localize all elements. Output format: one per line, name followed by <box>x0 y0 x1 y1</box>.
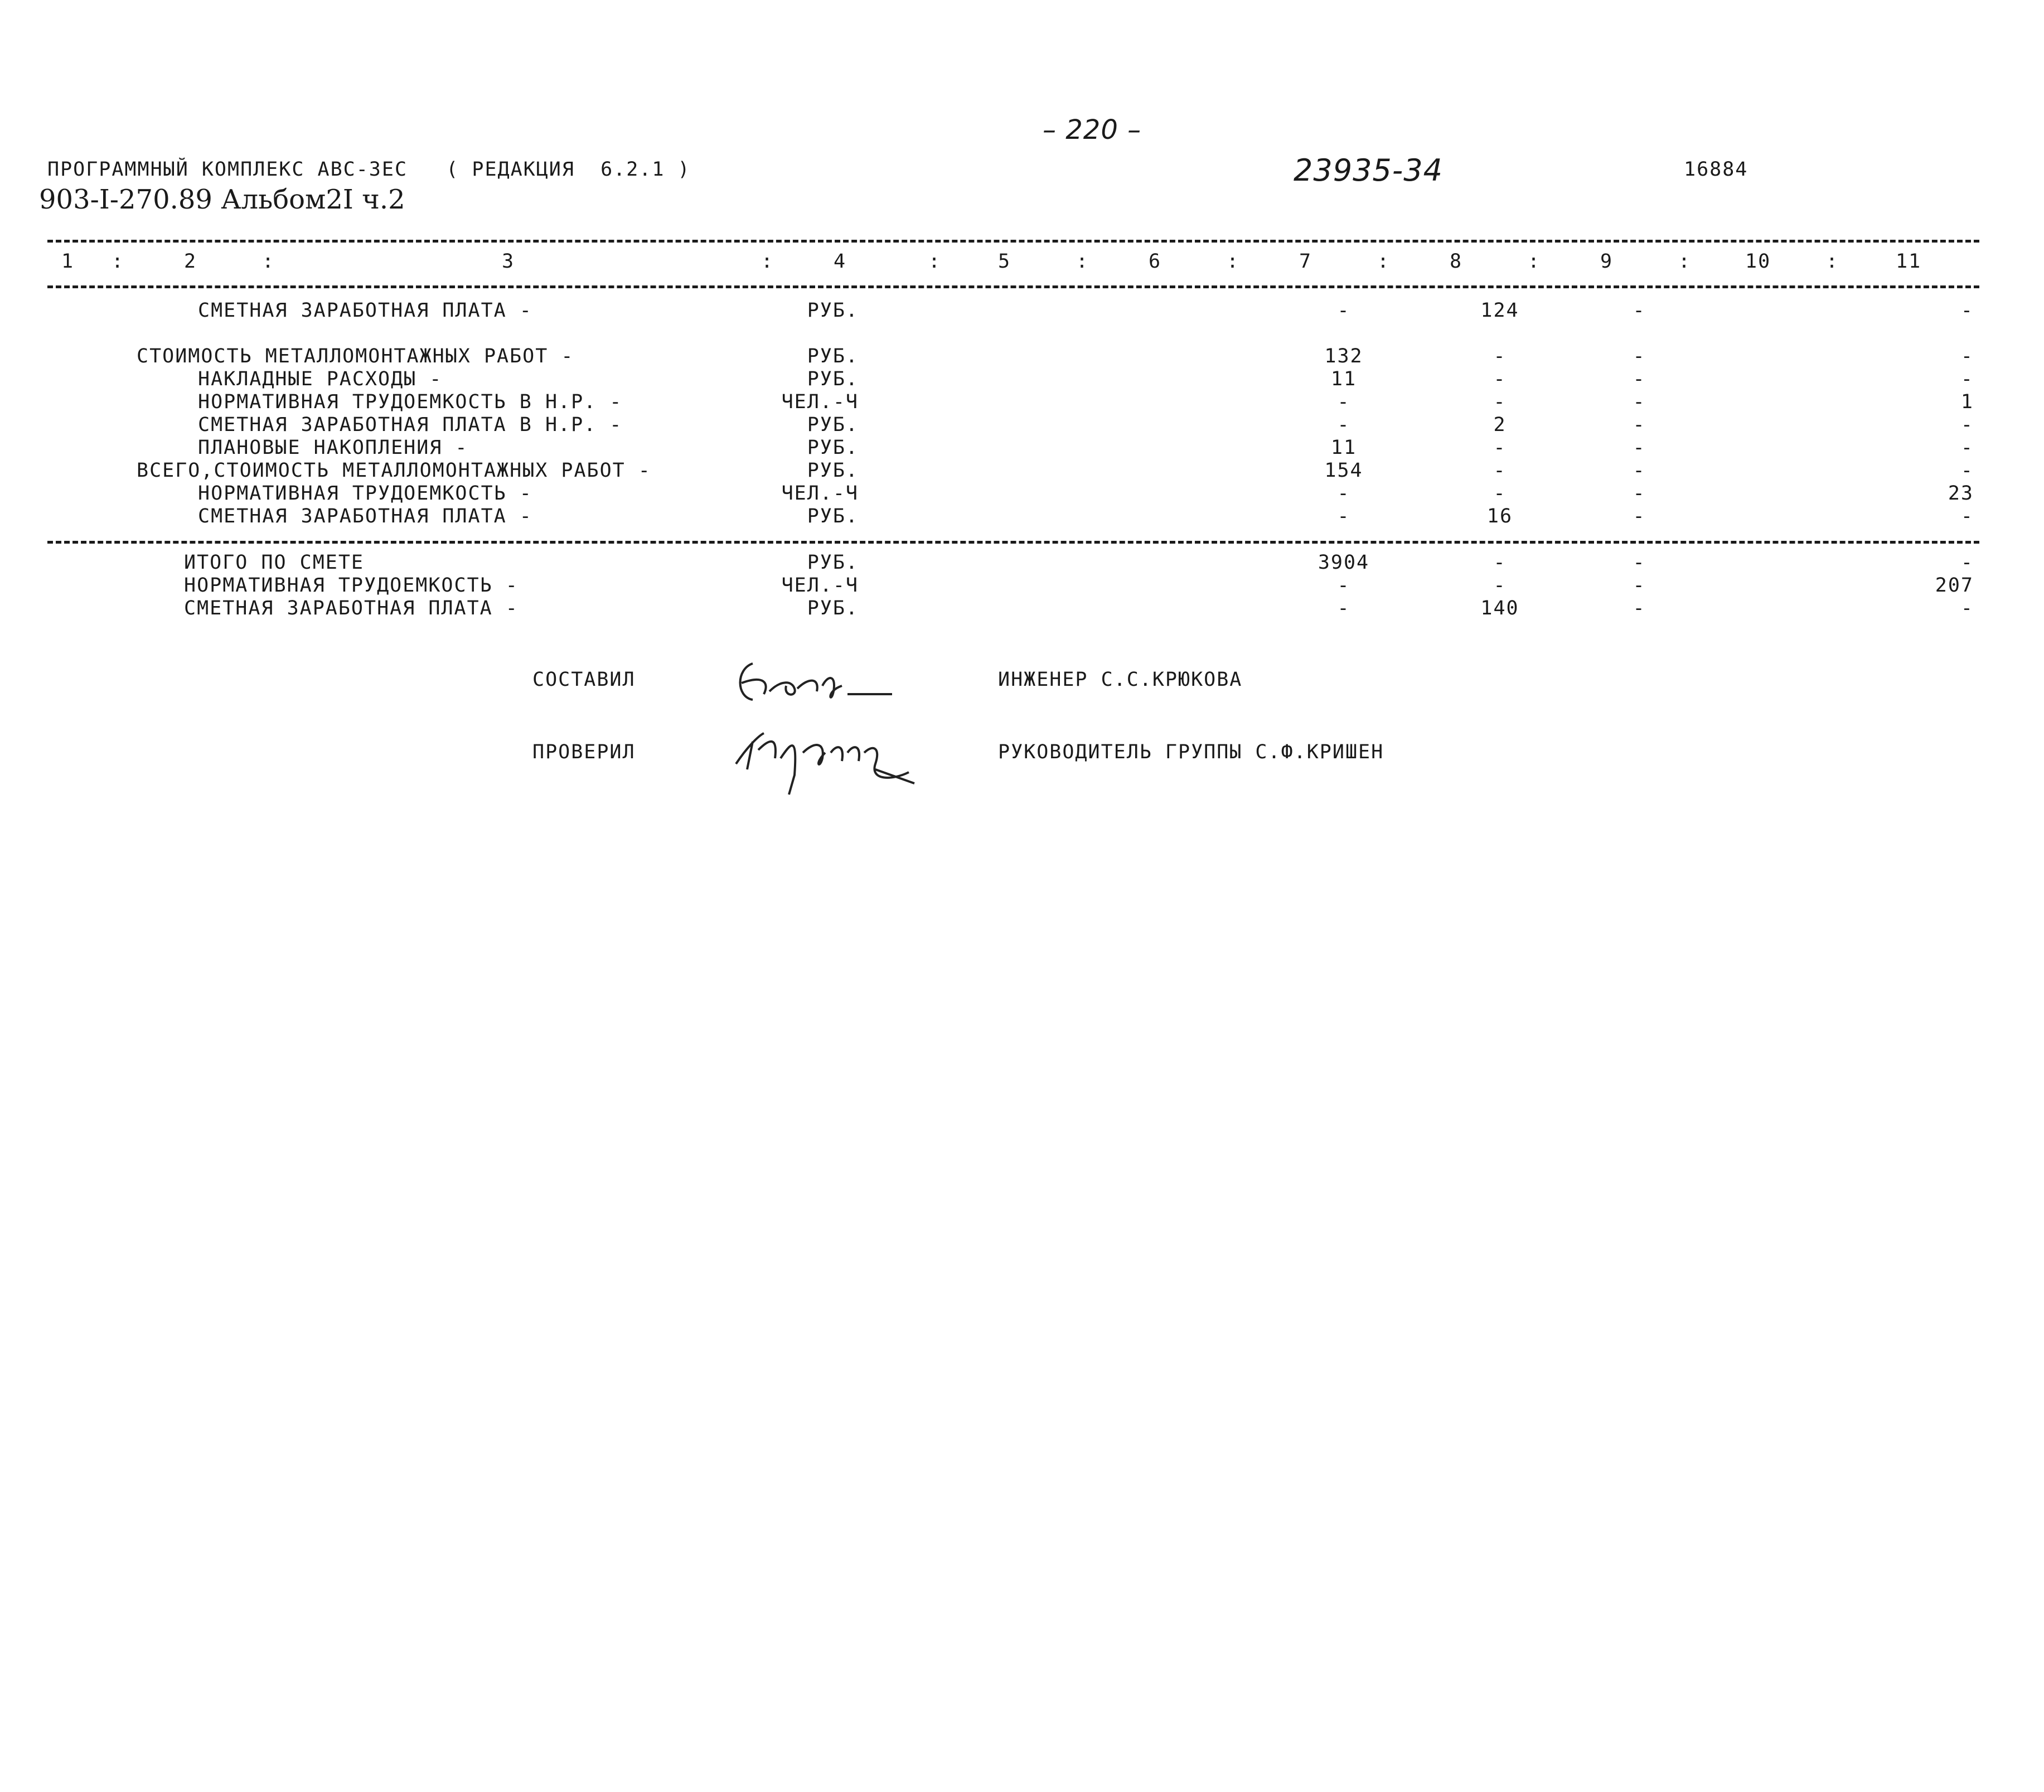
col-header-6: 6 <box>1149 250 1162 273</box>
row-label: НАКЛАДНЫЕ РАСХОДЫ - <box>198 368 443 390</box>
row-col11: 207 <box>1935 574 1974 597</box>
row-unit: РУБ. <box>807 437 859 459</box>
row-col7: 3904 <box>1318 551 1370 574</box>
col-header-2: 2 <box>184 250 197 273</box>
document-id: 16884 <box>1684 158 1748 181</box>
row-unit: РУБ. <box>807 597 859 619</box>
program-line: ПРОГРАММНЫЙ КОМПЛЕКС АВС-3ЕС ( РЕДАКЦИЯ 6.2.1 ) <box>47 158 691 181</box>
row-col8: - <box>1493 459 1507 482</box>
row-col9: - <box>1633 597 1646 619</box>
col-header-4: 4 <box>834 250 847 273</box>
row-label: ИТОГО ПО СМЕТЕ <box>184 551 365 574</box>
col-sep: : <box>1377 250 1391 273</box>
row-unit: РУБ. <box>807 459 859 482</box>
row-label: СТОИМОСТЬ МЕТАЛЛОМОНТАЖНЫХ РАБОТ - <box>137 345 574 367</box>
page-number: – 220 – <box>1043 114 1142 146</box>
row-col11: - <box>1960 597 1974 619</box>
totals-rule <box>47 541 1979 544</box>
row-col7: - <box>1337 482 1350 505</box>
table-row <box>0 438 2044 461</box>
row-col9: - <box>1633 345 1646 367</box>
row-col11: - <box>1960 551 1974 574</box>
row-col11: 1 <box>1960 391 1974 413</box>
col-sep: : <box>1678 250 1692 273</box>
row-col7: - <box>1337 597 1350 619</box>
row-col9: - <box>1633 551 1646 574</box>
table-row <box>0 461 2044 483</box>
row-label: ВСЕГО,СТОИМОСТЬ МЕТАЛЛОМОНТАЖНЫХ РАБОТ - <box>137 459 651 482</box>
document-code: 23935-34 <box>1294 153 1443 188</box>
col-header-7: 7 <box>1299 250 1312 273</box>
row-col11: 23 <box>1948 482 1974 505</box>
col-header-8: 8 <box>1450 250 1463 273</box>
row-label: НОРМАТИВНАЯ ТРУДОЕМКОСТЬ - <box>198 482 532 505</box>
header-bottom-rule <box>47 285 1979 288</box>
row-col9: - <box>1633 459 1646 482</box>
table-row <box>0 484 2044 506</box>
table-row <box>0 507 2044 529</box>
col-header-3: 3 <box>502 250 515 273</box>
row-unit: РУБ. <box>807 299 859 322</box>
table-row <box>0 599 2044 621</box>
row-col9: - <box>1633 437 1646 459</box>
row-col11: - <box>1960 459 1974 482</box>
col-sep: : <box>928 250 942 273</box>
row-col9: - <box>1633 414 1646 436</box>
row-label: ПЛАНОВЫЕ НАКОПЛЕНИЯ - <box>198 437 468 459</box>
row-unit: РУБ. <box>807 414 859 436</box>
row-col8: 2 <box>1493 414 1507 436</box>
table-top-rule <box>47 240 1979 243</box>
row-col11: - <box>1960 414 1974 436</box>
row-col11: - <box>1960 345 1974 367</box>
table-row <box>0 347 2044 369</box>
table-row <box>0 576 2044 598</box>
checked-by-name: РУКОВОДИТЕЛЬ ГРУППЫ С.Ф.КРИШЕН <box>998 741 1384 763</box>
col-sep: : <box>1227 250 1240 273</box>
table-row <box>0 415 2044 438</box>
album-line: 903-I-270.89 Альбом2I ч.2 <box>39 184 405 215</box>
row-col9: - <box>1633 505 1646 527</box>
col-header-5: 5 <box>998 250 1011 273</box>
col-header-9: 9 <box>1600 250 1614 273</box>
col-sep: : <box>1826 250 1839 273</box>
row-col11: - <box>1960 299 1974 322</box>
row-label: СМЕТНАЯ ЗАРАБОТНАЯ ПЛАТА - <box>184 597 519 619</box>
row-col9: - <box>1633 368 1646 390</box>
row-unit: РУБ. <box>807 345 859 367</box>
composed-by-label: СОСТАВИЛ <box>532 669 636 691</box>
col-header-1: 1 <box>61 250 75 273</box>
row-col7: - <box>1337 505 1350 527</box>
table-row <box>0 553 2044 575</box>
row-col8: - <box>1493 391 1507 413</box>
col-sep: : <box>1528 250 1541 273</box>
row-label: СМЕТНАЯ ЗАРАБОТНАЯ ПЛАТА - <box>198 505 532 527</box>
row-col9: - <box>1633 299 1646 322</box>
row-unit: ЧЕЛ.-Ч <box>781 482 859 505</box>
row-col7: 154 <box>1324 459 1363 482</box>
row-col11: - <box>1960 437 1974 459</box>
col-header-11: 11 <box>1896 250 1922 273</box>
col-sep: : <box>262 250 275 273</box>
row-col9: - <box>1633 482 1646 505</box>
composed-by-name: ИНЖЕНЕР С.С.КРЮКОВА <box>998 669 1243 691</box>
column-header-row <box>0 252 2044 274</box>
row-col8: 16 <box>1486 505 1513 527</box>
row-unit: РУБ. <box>807 551 859 574</box>
row-col8: - <box>1493 437 1507 459</box>
row-col8: - <box>1493 482 1507 505</box>
row-col8: - <box>1493 368 1507 390</box>
row-col7: 11 <box>1330 368 1357 390</box>
checked-signature-icon <box>725 719 926 797</box>
row-col7: - <box>1337 414 1350 436</box>
row-label: СМЕТНАЯ ЗАРАБОТНАЯ ПЛАТА В Н.Р. - <box>198 414 623 436</box>
table-row <box>0 393 2044 415</box>
col-header-10: 10 <box>1745 250 1771 273</box>
row-label: СМЕТНАЯ ЗАРАБОТНАЯ ПЛАТА - <box>198 299 532 322</box>
row-unit: РУБ. <box>807 368 859 390</box>
row-col9: - <box>1633 391 1646 413</box>
row-col8: - <box>1493 345 1507 367</box>
row-col9: - <box>1633 574 1646 597</box>
row-col11: - <box>1960 505 1974 527</box>
col-sep: : <box>761 250 774 273</box>
table-row <box>0 370 2044 392</box>
checked-by-label: ПРОВЕРИЛ <box>532 741 636 763</box>
col-sep: : <box>112 250 125 273</box>
row-col8: - <box>1493 551 1507 574</box>
row-col8: - <box>1493 574 1507 597</box>
row-col7: - <box>1337 299 1350 322</box>
composed-signature-icon <box>730 652 898 714</box>
row-label: НОРМАТИВНАЯ ТРУДОЕМКОСТЬ В Н.Р. - <box>198 391 623 413</box>
row-unit: ЧЕЛ.-Ч <box>781 391 859 413</box>
row-col7: 132 <box>1324 345 1363 367</box>
row-col7: 11 <box>1330 437 1357 459</box>
row-label: НОРМАТИВНАЯ ТРУДОЕМКОСТЬ - <box>184 574 519 597</box>
row-col8: 124 <box>1480 299 1519 322</box>
row-col7: - <box>1337 574 1350 597</box>
col-sep: : <box>1076 250 1089 273</box>
row-unit: РУБ. <box>807 505 859 527</box>
row-col8: 140 <box>1480 597 1519 619</box>
row-unit: ЧЕЛ.-Ч <box>781 574 859 597</box>
table-row <box>0 301 2044 323</box>
row-col11: - <box>1960 368 1974 390</box>
row-col7: - <box>1337 391 1350 413</box>
